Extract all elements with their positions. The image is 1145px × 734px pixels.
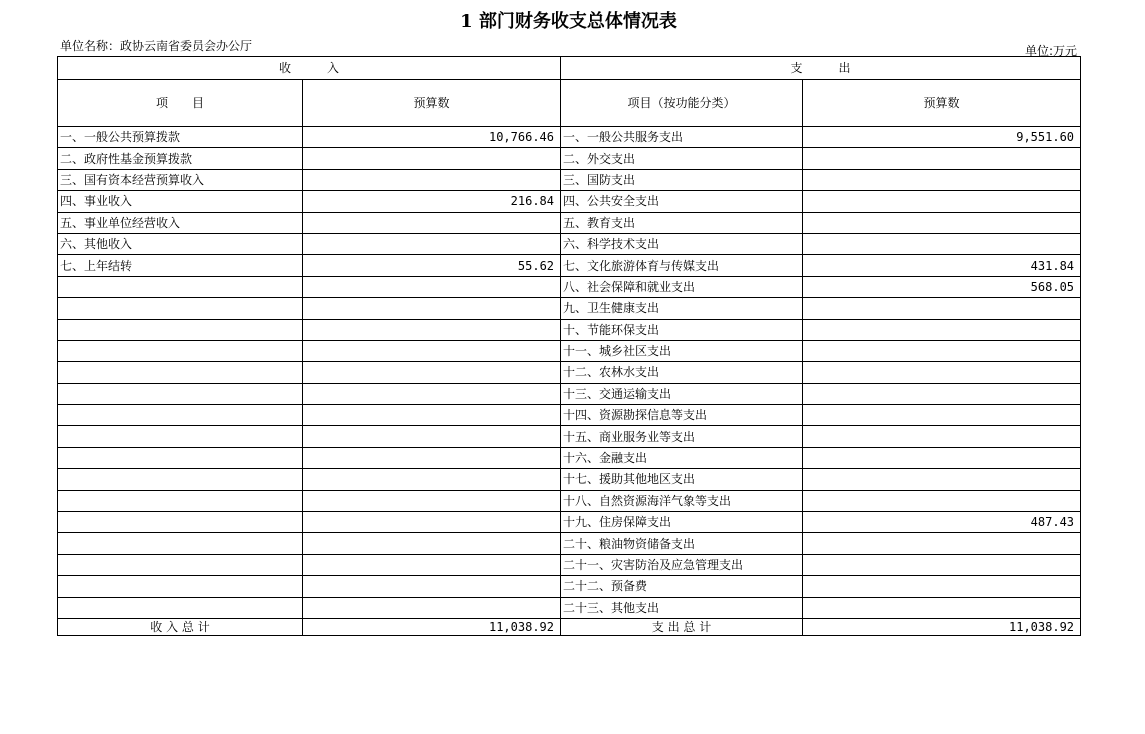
expense-item-cell: 二十、粮油物资储备支出 — [561, 533, 803, 554]
unit-name-label: 单位名称：政协云南省委员会办公厅 — [60, 39, 253, 53]
income-value-cell: 10,766.46 — [303, 127, 561, 148]
income-item-cell: 一、一般公共预算拨款 — [58, 127, 303, 148]
income-total-value: 11,038.92 — [303, 618, 561, 635]
income-value-cell — [303, 512, 561, 533]
expense-value-cell — [803, 148, 1081, 169]
table-row — [58, 298, 1081, 319]
income-item-cell: 三、国有资本经营预算收入 — [58, 169, 303, 190]
expense-item-cell: 十二、农林水支出 — [561, 362, 803, 383]
expense-value-cell — [803, 447, 1081, 468]
expense-value-cell — [803, 191, 1081, 212]
income-item-cell — [58, 554, 303, 575]
expense-budget-header: 预算数 — [803, 80, 1081, 127]
income-item-cell: 七、上年结转 — [58, 255, 303, 276]
income-value-cell — [303, 148, 561, 169]
income-item-cell — [58, 512, 303, 533]
income-value-cell: 216.84 — [303, 191, 561, 212]
income-value-cell — [303, 554, 561, 575]
table-row — [58, 447, 1081, 468]
income-item-cell — [58, 576, 303, 597]
expense-item-cell: 四、公共安全支出 — [561, 191, 803, 212]
table-row — [58, 554, 1081, 575]
table-row — [58, 533, 1081, 554]
expense-item-cell: 十九、住房保障支出 — [561, 512, 803, 533]
expense-value-cell — [803, 319, 1081, 340]
expense-item-cell: 二十三、其他支出 — [561, 597, 803, 618]
income-value-cell — [303, 362, 561, 383]
expense-value-cell — [803, 490, 1081, 511]
table-row — [58, 148, 1081, 169]
table-row — [58, 169, 1081, 190]
income-item-cell — [58, 362, 303, 383]
expense-item-cell: 十、节能环保支出 — [561, 319, 803, 340]
expense-value-cell: 431.84 — [803, 255, 1081, 276]
income-value-cell — [303, 576, 561, 597]
income-value-cell — [303, 276, 561, 297]
income-item-cell: 二、政府性基金预算拨款 — [58, 148, 303, 169]
table-row — [58, 362, 1081, 383]
income-item-header: 项 目 — [58, 80, 303, 127]
income-value-cell — [303, 533, 561, 554]
income-item-cell: 四、事业收入 — [58, 191, 303, 212]
income-value-cell — [303, 405, 561, 426]
income-expense-table — [57, 56, 1081, 636]
expense-item-cell: 九、卫生健康支出 — [561, 298, 803, 319]
expense-item-cell: 五、教育支出 — [561, 212, 803, 233]
expense-value-cell — [803, 362, 1081, 383]
table-row — [58, 469, 1081, 490]
income-value-cell — [303, 233, 561, 254]
expense-item-cell: 十八、自然资源海洋气象等支出 — [561, 490, 803, 511]
income-total-label: 收 入 总 计 — [58, 618, 303, 635]
income-item-cell — [58, 405, 303, 426]
income-item-cell — [58, 298, 303, 319]
expense-item-cell: 十五、商业服务业等支出 — [561, 426, 803, 447]
table-row — [58, 426, 1081, 447]
table-row — [58, 127, 1081, 148]
income-item-cell — [58, 447, 303, 468]
income-value-cell — [303, 447, 561, 468]
expense-item-cell: 二、外交支出 — [561, 148, 803, 169]
expense-value-cell — [803, 426, 1081, 447]
table-row — [58, 405, 1081, 426]
money-unit-label: 单位:万元 — [1024, 44, 1077, 58]
expense-item-cell: 三、国防支出 — [561, 169, 803, 190]
expense-value-cell — [803, 469, 1081, 490]
table-row — [58, 576, 1081, 597]
income-item-cell — [58, 426, 303, 447]
expense-value-cell: 9,551.60 — [803, 127, 1081, 148]
expense-value-cell — [803, 298, 1081, 319]
income-budget-header: 预算数 — [303, 80, 561, 127]
expense-total-label: 支 出 总 计 — [561, 618, 803, 635]
expense-value-cell — [803, 554, 1081, 575]
expense-total-value: 11,038.92 — [803, 618, 1081, 635]
table-row — [58, 255, 1081, 276]
income-value-cell — [303, 383, 561, 404]
expense-item-cell: 七、文化旅游体育与传媒支出 — [561, 255, 803, 276]
expense-item-cell: 二十一、灾害防治及应急管理支出 — [561, 554, 803, 575]
income-value-cell — [303, 426, 561, 447]
income-item-cell — [58, 276, 303, 297]
column-header-row — [58, 80, 1081, 127]
income-group-header: 收 入 — [58, 57, 561, 80]
income-value-cell — [303, 298, 561, 319]
expense-value-cell — [803, 340, 1081, 361]
income-value-cell — [303, 340, 561, 361]
income-item-cell — [58, 319, 303, 340]
expense-item-cell: 六、科学技术支出 — [561, 233, 803, 254]
expense-item-cell: 十三、交通运输支出 — [561, 383, 803, 404]
expense-value-cell — [803, 233, 1081, 254]
income-value-cell: 55.62 — [303, 255, 561, 276]
expense-item-cell: 十七、援助其他地区支出 — [561, 469, 803, 490]
expense-group-header: 支 出 — [561, 57, 1081, 80]
expense-item-header: 项目（按功能分类） — [561, 80, 803, 127]
expense-item-cell: 十六、金融支出 — [561, 447, 803, 468]
income-item-cell — [58, 340, 303, 361]
table-row — [58, 233, 1081, 254]
income-item-cell — [58, 383, 303, 404]
expense-value-cell — [803, 212, 1081, 233]
table-row — [58, 191, 1081, 212]
expense-value-cell — [803, 576, 1081, 597]
income-item-cell — [58, 533, 303, 554]
expense-item-cell: 二十二、预备费 — [561, 576, 803, 597]
table-row — [58, 319, 1081, 340]
income-item-cell — [58, 469, 303, 490]
table-row — [58, 340, 1081, 361]
expense-value-cell — [803, 405, 1081, 426]
page-title: 1 部门财务收支总体情况表 — [460, 11, 677, 32]
income-item-cell — [58, 597, 303, 618]
totals-row — [58, 618, 1081, 635]
income-value-cell — [303, 490, 561, 511]
table-row — [58, 212, 1081, 233]
income-value-cell — [303, 212, 561, 233]
expense-value-cell — [803, 383, 1081, 404]
income-value-cell — [303, 169, 561, 190]
expense-value-cell — [803, 169, 1081, 190]
income-item-cell — [58, 490, 303, 511]
income-item-cell: 五、事业单位经营收入 — [58, 212, 303, 233]
group-header-row — [58, 57, 1081, 80]
income-item-cell: 六、其他收入 — [58, 233, 303, 254]
table-row — [58, 490, 1081, 511]
table-row — [58, 276, 1081, 297]
expense-item-cell: 一、一般公共服务支出 — [561, 127, 803, 148]
expense-value-cell — [803, 533, 1081, 554]
table-row — [58, 383, 1081, 404]
income-value-cell — [303, 469, 561, 490]
expense-value-cell: 568.05 — [803, 276, 1081, 297]
expense-item-cell: 十四、资源勘探信息等支出 — [561, 405, 803, 426]
table-row — [58, 597, 1081, 618]
expense-item-cell: 八、社会保障和就业支出 — [561, 276, 803, 297]
expense-value-cell — [803, 597, 1081, 618]
income-value-cell — [303, 597, 561, 618]
income-value-cell — [303, 319, 561, 340]
expense-item-cell: 十一、城乡社区支出 — [561, 340, 803, 361]
table-row — [58, 512, 1081, 533]
expense-value-cell: 487.43 — [803, 512, 1081, 533]
